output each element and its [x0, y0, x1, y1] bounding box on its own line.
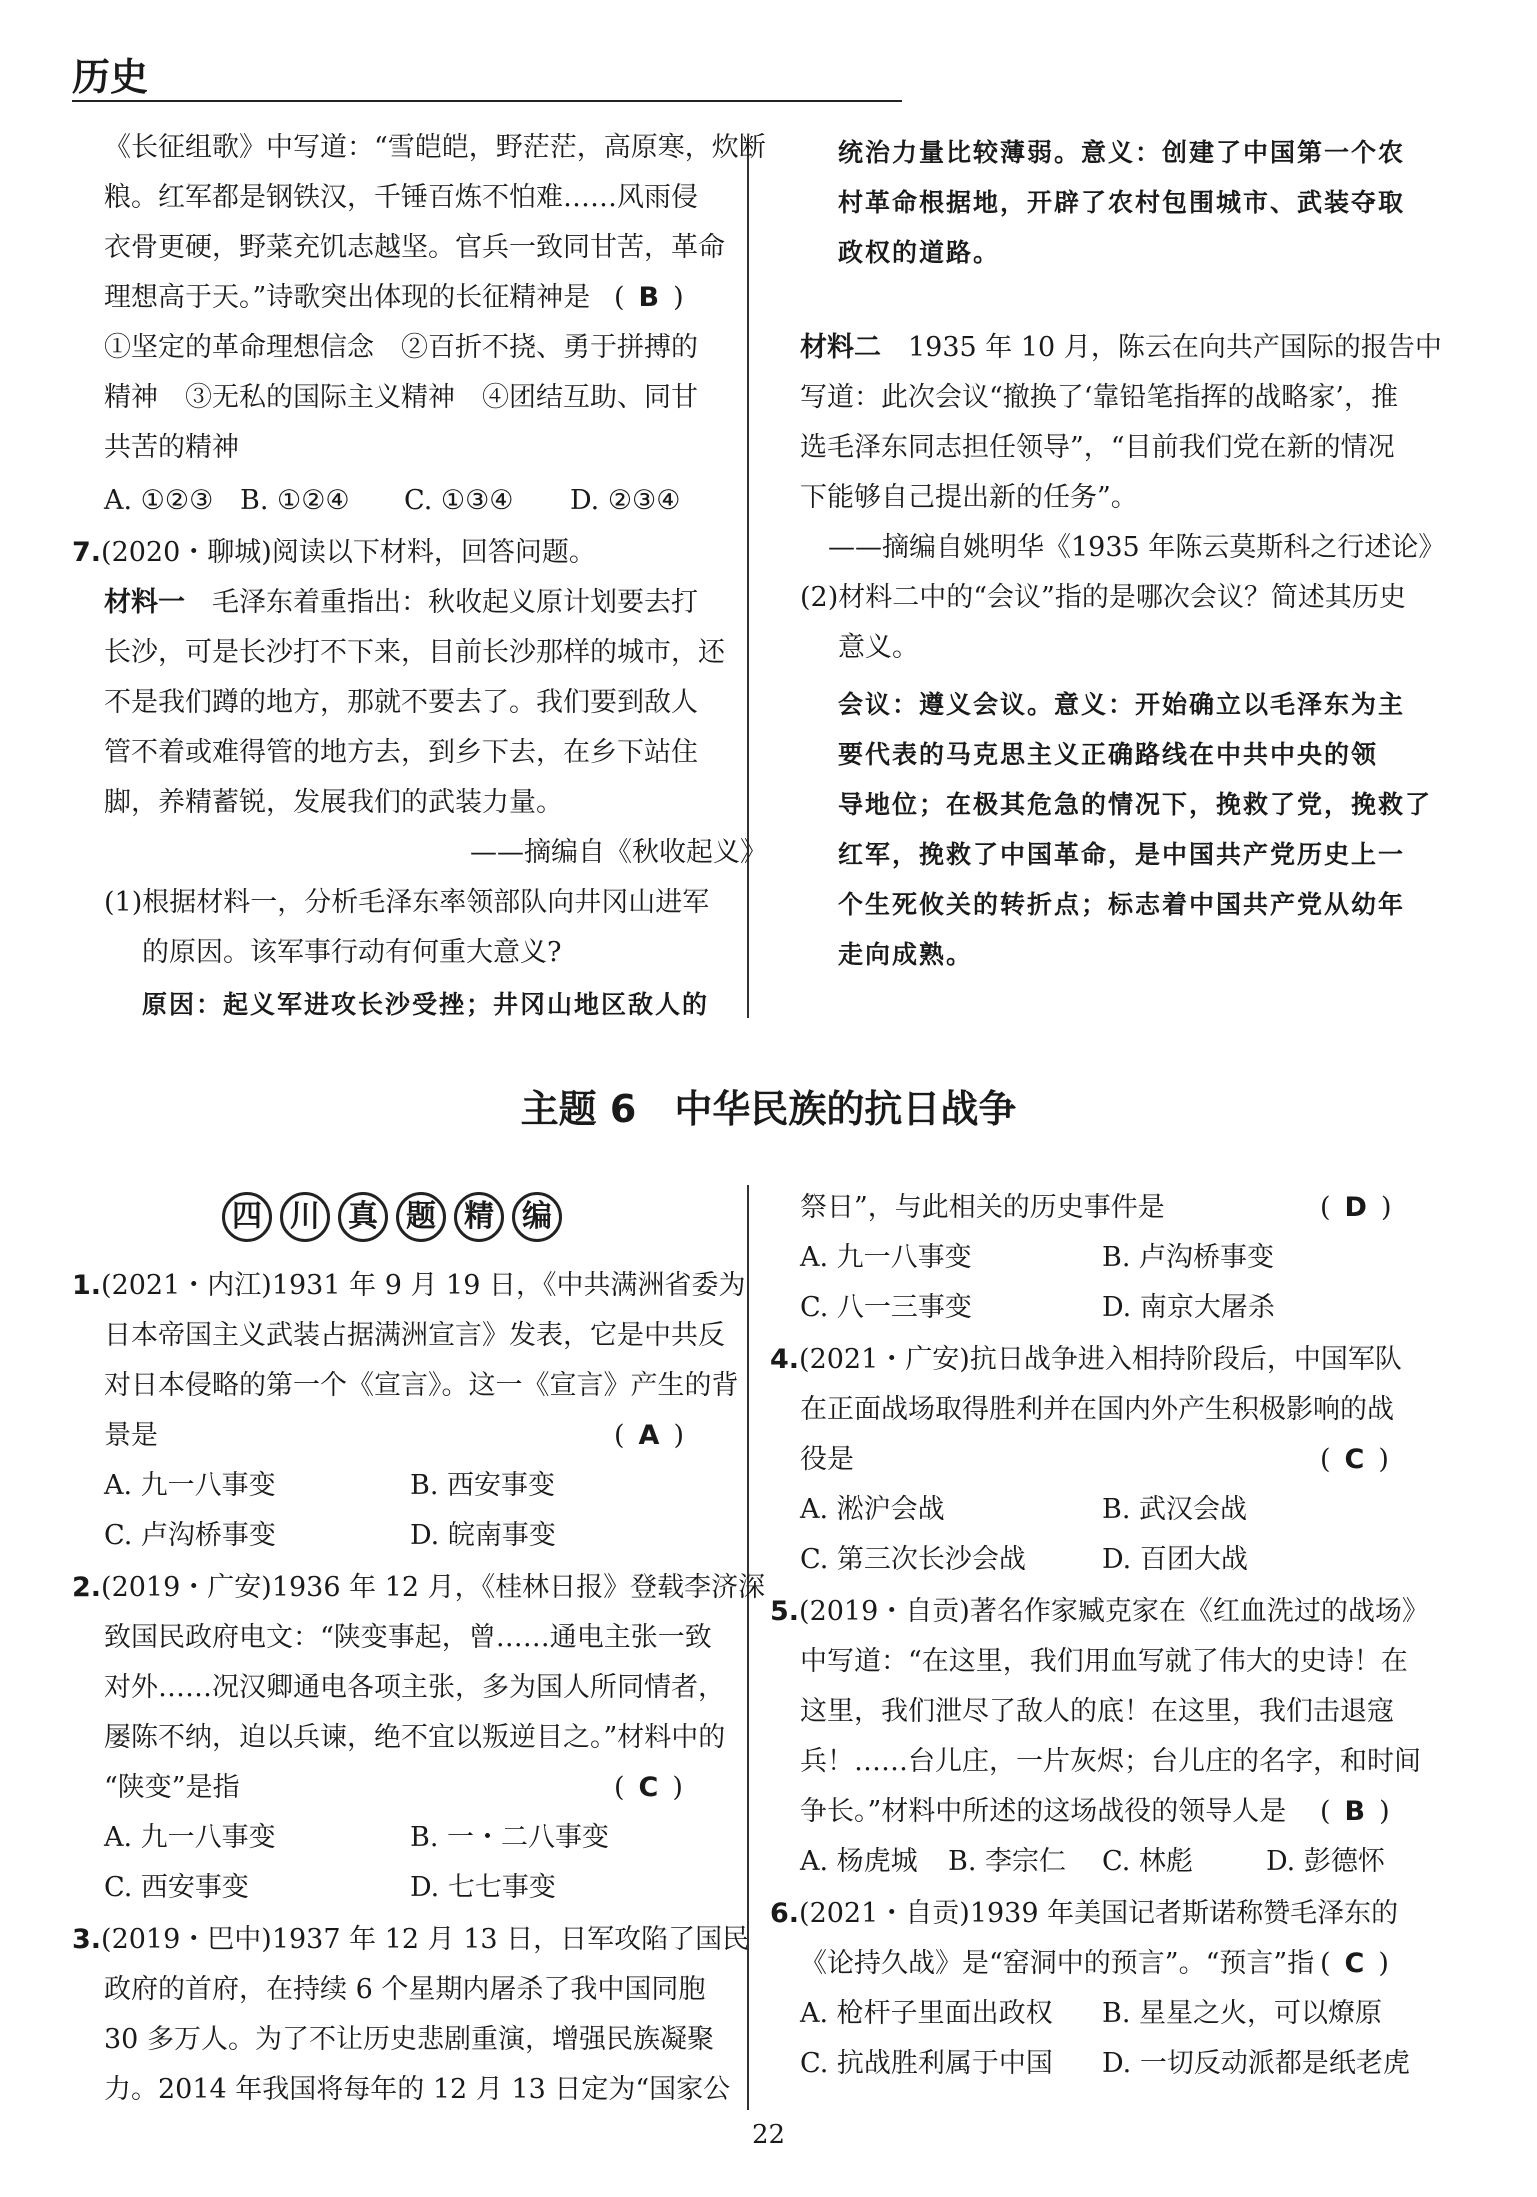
text-line: 景是 — [104, 1420, 158, 1451]
option-c: C. ①③④ — [404, 485, 514, 516]
question-number: 6. — [770, 1898, 800, 1929]
badge-char: 编 — [512, 1192, 562, 1242]
text-line: “陕变”是指 — [104, 1772, 240, 1803]
text-line: 这里，我们泄尽了敌人的底！在这里，我们击退寇 — [800, 1696, 1394, 1727]
text-line: 脚，养精蓄锐，发展我们的武装力量。 — [104, 787, 563, 818]
question-text: (2019・巴中)1937 年 12 月 13 日，日军攻陷了国民 — [101, 1924, 750, 1955]
badge-char: 题 — [396, 1192, 446, 1242]
answer-letter: A — [638, 1420, 660, 1451]
sub-question-2: 意义。 — [838, 632, 919, 663]
material-1-label: 材料一 — [104, 587, 185, 618]
question-7-stem — [72, 535, 596, 571]
header-rule — [72, 100, 902, 102]
option-d: D. 七七事变 — [410, 1872, 556, 1903]
answer-letter: B — [638, 282, 660, 313]
answer-paren: ( B ) — [614, 282, 684, 313]
sub-question-2: (2)材料二中的“会议”指的是哪次会议？简述其历史 — [800, 582, 1406, 613]
option-a: A. 杨虎城 — [800, 1846, 918, 1877]
question-number: 5. — [770, 1596, 800, 1627]
text-line: 政府的首府，在持续 6 个星期内屠杀了我中国同胞 — [104, 1974, 706, 2005]
option-a: A. 枪杆子里面出政权 — [800, 1998, 1053, 2029]
question-number: 4. — [770, 1344, 800, 1375]
badge-char: 四 — [222, 1192, 272, 1242]
answer-letter: C — [1344, 1444, 1365, 1475]
text-line: 选毛泽东同志担任领导”，“目前我们党在新的情况 — [800, 432, 1395, 463]
question-text: (2019・自贡)著名作家臧克家在《红血洗过的战场》 — [799, 1596, 1429, 1627]
answer-line: 走向成熟。 — [838, 940, 974, 969]
question-text: (2020・聊城)阅读以下材料，回答问题。 — [101, 537, 596, 568]
answer-line: 政权的道路。 — [838, 238, 1001, 267]
option-a: A. ①②③ — [104, 485, 214, 516]
answer-line: 统治力量比较薄弱。意义：创建了中国第一个农 — [838, 138, 1406, 167]
option-c: C. 卢沟桥事变 — [104, 1520, 276, 1551]
material-2-line — [800, 330, 1442, 366]
option-d: D. 百团大战 — [1102, 1544, 1248, 1575]
answer-line: 导地位；在极其危急的情况下，挽救了党，挽救了 — [838, 790, 1433, 819]
option-a: A. 九一八事变 — [800, 1242, 972, 1273]
question-number: 3. — [72, 1924, 102, 1955]
text-line: 管不着或难得管的地方去，到乡下去，在乡下站住 — [104, 737, 698, 768]
question-line — [72, 1922, 749, 1958]
text-line: 《长征组歌》中写道：“雪皑皑，野茫茫，高原寒，炊断 — [104, 132, 766, 163]
answer-letter: B — [1344, 1796, 1366, 1827]
option-d: D. 一切反动派都是纸老虎 — [1102, 2048, 1410, 2079]
answer-line: 会议：遵义会议。意义：开始确立以毛泽东为主 — [838, 690, 1406, 719]
badge-char: 精 — [454, 1192, 504, 1242]
option-d: D. 彭德怀 — [1266, 1846, 1385, 1877]
answer-line: 个生死攸关的转折点；标志着中国共产党从幼年 — [838, 890, 1406, 919]
text-span: 1935 年 10 月，陈云在向共产国际的报告中 — [881, 332, 1442, 363]
answer-letter: C — [1344, 1948, 1365, 1979]
column-divider-bottom — [747, 1185, 749, 2110]
text-line: 下能够自己提出新的任务”。 — [800, 482, 1138, 513]
material-1-source: ——摘编自《秋收起义》 — [470, 837, 767, 868]
text-line: 在正面战场取得胜利并在国内外产生积极影响的战 — [800, 1394, 1394, 1425]
option-b: B. 星星之火，可以燎原 — [1102, 1998, 1383, 2029]
material-2-label: 材料二 — [800, 332, 881, 363]
answer-paren: ( C ) — [1320, 1948, 1389, 1979]
question-line — [770, 1342, 1402, 1378]
text-line: 力。2014 年我国将每年的 12 月 13 日定为“国家公 — [104, 2074, 731, 2105]
sub-question-1: (1)根据材料一，分析毛泽东率领部队向井冈山进军 — [104, 887, 710, 918]
answer-letter: D — [1344, 1192, 1367, 1223]
answer-line: 村革命根据地，开辟了农村包围城市、武装夺取 — [838, 188, 1406, 217]
text-line: 中写道：“在这里，我们用血写就了伟大的史诗！在 — [800, 1646, 1408, 1677]
answer-line: 原因：起义军进攻长沙受挫；井冈山地区敌人的 — [142, 990, 710, 1019]
option-c: C. 八一三事变 — [800, 1292, 972, 1323]
text-line: 役是 — [800, 1444, 854, 1475]
question-line — [72, 1268, 746, 1304]
question-number: 2. — [72, 1572, 102, 1603]
text-line: 祭日”，与此相关的历史事件是 — [800, 1192, 1165, 1223]
text-line: 写道：此次会议“撤换了‘靠铅笔指挥的战略家’，推 — [800, 382, 1398, 413]
option-b: B. 西安事变 — [410, 1470, 556, 1501]
text-line: 衣骨更硬，野菜充饥志越坚。官兵一致同甘苦，革命 — [104, 232, 725, 263]
answer-paren: ( C ) — [614, 1772, 683, 1803]
material-2-source: ——摘编自姚明华《1935 年陈云莫斯科之行述论》 — [828, 532, 1446, 563]
sub-question-1: 的原因。该军事行动有何重大意义? — [142, 937, 562, 968]
option-c: C. 第三次长沙会战 — [800, 1544, 1026, 1575]
option-b: B. 武汉会战 — [1102, 1494, 1248, 1525]
text-line: 日本帝国主义武装占据满洲宣言》发表，它是中共反 — [104, 1320, 725, 1351]
option-b: B. 卢沟桥事变 — [1102, 1242, 1275, 1273]
option-a: A. 九一八事变 — [104, 1470, 276, 1501]
badge-char: 川 — [280, 1192, 330, 1242]
answer-paren: ( B ) — [1320, 1796, 1390, 1827]
answer-paren: ( C ) — [1320, 1444, 1389, 1475]
answer-paren: ( A ) — [614, 1420, 684, 1451]
subject-title: 历史 — [72, 55, 149, 99]
option-b: B. 李宗仁 — [948, 1846, 1067, 1877]
page-number: 22 — [751, 2120, 786, 2150]
question-number: 1. — [72, 1270, 102, 1301]
text-line: 长沙，可是长沙打不下来，目前长沙那样的城市，还 — [104, 637, 725, 668]
option-a: A. 淞沪会战 — [800, 1494, 945, 1525]
column-divider-top — [747, 138, 749, 1018]
option-d: D. ②③④ — [570, 485, 681, 516]
badge-char: 真 — [338, 1192, 388, 1242]
material-1-line — [104, 585, 698, 621]
answer-line: 要代表的马克思主义正确路线在中共中央的领 — [838, 740, 1379, 769]
question-line — [72, 1570, 765, 1606]
answer-paren: ( D ) — [1320, 1192, 1392, 1223]
text-line: 粮。红军都是钢铁汉，千锤百炼不怕难……风雨侵 — [104, 182, 698, 213]
option-c: C. 抗战胜利属于中国 — [800, 2048, 1053, 2079]
choice-line: 精神 ③无私的国际主义精神 ④团结互助、同甘 — [104, 382, 698, 413]
theme-title: 主题 6 中华民族的抗日战争 — [520, 1087, 1017, 1131]
question-text: (2021・自贡)1939 年美国记者斯诺称赞毛泽东的 — [799, 1898, 1399, 1929]
text-line: 《论持久战》是“窑洞中的预言”。“预言”指 — [800, 1948, 1315, 1979]
question-line — [770, 1594, 1429, 1630]
text-span: 毛泽东着重指出：秋收起义原计划要去打 — [185, 587, 698, 618]
text-line: 对日本侵略的第一个《宣言》。这一《宣言》产生的背 — [104, 1370, 739, 1401]
option-a: A. 九一八事变 — [104, 1822, 276, 1853]
choice-line: 共苦的精神 — [104, 432, 239, 463]
text-line: 争长。”材料中所述的这场战役的领导人是 — [800, 1796, 1287, 1827]
question-text: (2021・广安)抗日战争进入相持阶段后，中国军队 — [799, 1344, 1402, 1375]
choice-line: ①坚定的革命理想信念 ②百折不挠、勇于拼搏的 — [104, 332, 698, 363]
answer-line: 红军，挽救了中国革命，是中国共产党历史上一 — [838, 840, 1406, 869]
option-c: C. 林彪 — [1102, 1846, 1193, 1877]
option-d: D. 皖南事变 — [410, 1520, 556, 1551]
question-text: (2019・广安)1936 年 12 月，《桂林日报》登载李济深 — [101, 1572, 766, 1603]
option-b: B. ①②④ — [240, 485, 350, 516]
text-line: 对外……况汉卿通电各项主张，多为国人所同情者， — [104, 1672, 725, 1703]
section-badge — [222, 1192, 570, 1242]
text-line: 30 多万人。为了不让历史悲剧重演，增强民族凝聚 — [104, 2024, 714, 2055]
question-number: 7. — [72, 537, 102, 568]
option-c: C. 西安事变 — [104, 1872, 249, 1903]
text-line: 致国民政府电文：“陕变事起，曾……通电主张一致 — [104, 1622, 712, 1653]
option-b: B. 一・二八事变 — [410, 1822, 610, 1853]
text-line: 兵！……台儿庄，一片灰烬；台儿庄的名字，和时间 — [800, 1746, 1421, 1777]
question-text: (2021・内江)1931 年 9 月 19 日，《中共满洲省委为 — [101, 1270, 746, 1301]
text-line: 不是我们蹲的地方，那就不要去了。我们要到敌人 — [104, 687, 698, 718]
answer-letter: C — [638, 1772, 659, 1803]
option-d: D. 南京大屠杀 — [1102, 1292, 1275, 1323]
text-line: 理想高于天。”诗歌突出体现的长征精神是 — [104, 282, 591, 313]
text-line: 屡陈不纳，迫以兵谏，绝不宜以叛逆目之。”材料中的 — [104, 1722, 726, 1753]
question-line — [770, 1896, 1398, 1932]
